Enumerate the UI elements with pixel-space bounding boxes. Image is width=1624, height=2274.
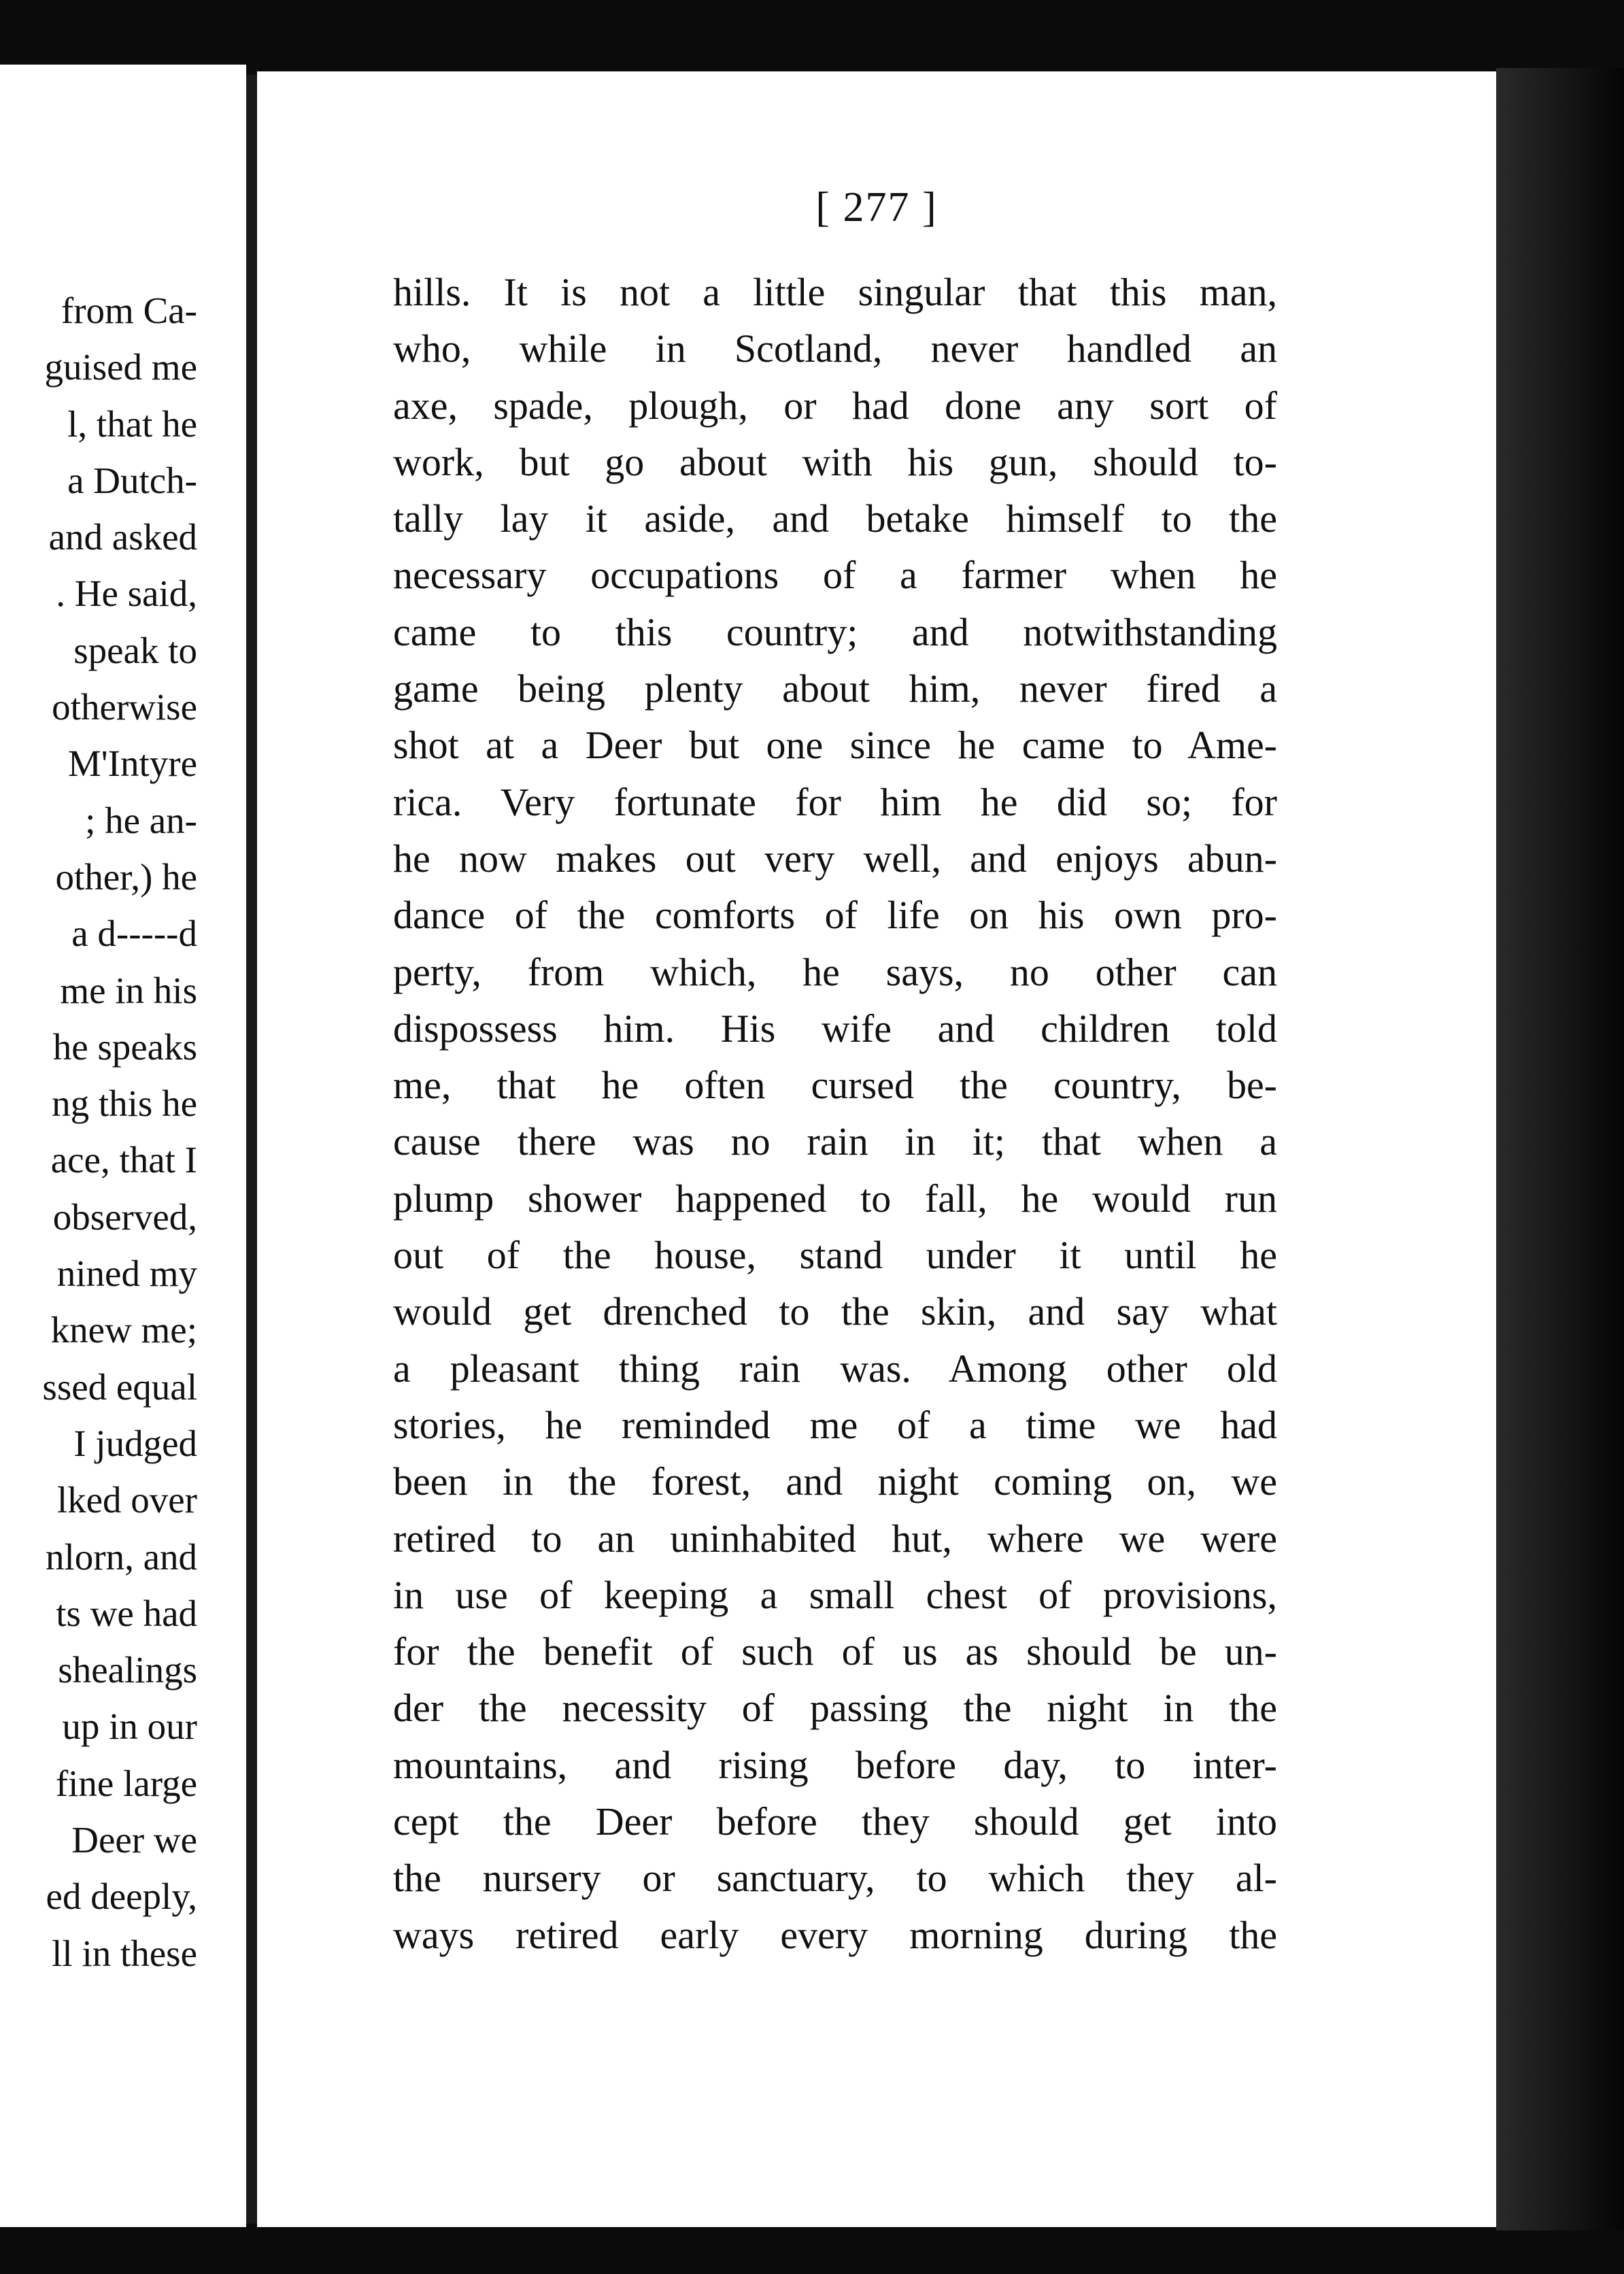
right-line: ways retired early every morning during the bbox=[393, 1912, 1277, 1957]
left-line: l, that he bbox=[67, 403, 197, 445]
right-line: plump shower happened to fall, he would run bbox=[393, 1176, 1277, 1221]
right-line: out of the house, stand under it until he bbox=[393, 1233, 1277, 1278]
left-line: Deer we bbox=[71, 1819, 197, 1861]
right-line: axe, spade, plough, or had done any sort of bbox=[393, 383, 1277, 428]
right-line: cept the Deer before they should get into bbox=[393, 1799, 1277, 1844]
left-line: me in his bbox=[60, 969, 197, 1011]
right-line: would get drenched to the skin, and say what bbox=[393, 1289, 1277, 1334]
left-page-text bbox=[42, 282, 197, 1982]
right-line: who, while in Scotland, never handled an bbox=[393, 326, 1277, 371]
right-line: for the benefit of such of us as should be un- bbox=[393, 1629, 1277, 1674]
right-line: perty, from which, he says, no other can bbox=[393, 949, 1277, 994]
right-line: in use of keeping a small chest of provisions, bbox=[393, 1572, 1277, 1617]
left-line: a d-----d bbox=[71, 913, 197, 955]
right-line: hills. It is not a little singular that this man, bbox=[393, 270, 1277, 314]
right-line: cause there was no rain in it; that when a bbox=[393, 1119, 1277, 1164]
left-line: other,) he bbox=[55, 855, 197, 898]
right-line: der the necessity of passing the night in the bbox=[393, 1686, 1277, 1731]
left-line: up in our bbox=[62, 1706, 197, 1748]
right-page bbox=[257, 71, 1496, 2227]
right-line: dance of the comforts of life on his own pro- bbox=[393, 893, 1277, 938]
right-line: me, that he often cursed the country, be- bbox=[393, 1063, 1277, 1108]
left-line: ll in these bbox=[52, 1932, 197, 1974]
left-line: ts we had bbox=[56, 1592, 197, 1634]
right-line: mountains, and rising before day, to inter- bbox=[393, 1742, 1277, 1787]
right-line: shot at a Deer but one since he came to Ame- bbox=[393, 723, 1277, 768]
page-edge-shadow bbox=[1496, 68, 1624, 2230]
left-line: observed, bbox=[52, 1195, 197, 1238]
right-page-text bbox=[393, 264, 1277, 1963]
left-line: ed deeply, bbox=[46, 1876, 197, 1918]
right-line: necessary occupations of a farmer when he bbox=[393, 553, 1277, 598]
left-line: ssed equal bbox=[42, 1365, 197, 1408]
left-line: guised me bbox=[44, 346, 197, 388]
right-line: been in the forest, and night coming on, we bbox=[393, 1459, 1277, 1504]
left-line: and asked bbox=[48, 516, 197, 558]
page-number: [ 277 ] bbox=[815, 184, 938, 231]
left-page bbox=[0, 65, 246, 2227]
right-line: game being plenty about him, never fired a bbox=[393, 666, 1277, 711]
right-line: rica. Very fortunate for him he did so; for bbox=[393, 779, 1277, 824]
book-gutter bbox=[246, 75, 257, 2224]
left-line: nined my bbox=[56, 1253, 197, 1295]
right-line: he now makes out very well, and enjoys abun- bbox=[393, 836, 1277, 881]
left-line: nlorn, and bbox=[45, 1535, 197, 1578]
left-line: . He said, bbox=[56, 573, 197, 615]
left-line: shealings bbox=[58, 1649, 197, 1691]
left-line: fine large bbox=[55, 1762, 197, 1804]
left-line: ; he an- bbox=[85, 799, 197, 841]
right-line: retired to an uninhabited hut, where we were bbox=[393, 1516, 1277, 1561]
right-line: the nursery or sanctuary, to which they al- bbox=[393, 1856, 1277, 1901]
right-line: dispossess him. His wife and children told bbox=[393, 1006, 1277, 1051]
left-line: otherwise bbox=[52, 686, 197, 728]
left-line: he speaks bbox=[52, 1025, 197, 1068]
left-line: lked over bbox=[56, 1479, 197, 1521]
left-line: ng this he bbox=[52, 1083, 197, 1125]
right-line: work, but go about with his gun, should to- bbox=[393, 439, 1277, 484]
left-line: ace, that I bbox=[50, 1139, 197, 1181]
right-line: tally lay it aside, and betake himself to the bbox=[393, 496, 1277, 541]
left-line: a Dutch- bbox=[67, 459, 197, 501]
left-line: knew me; bbox=[50, 1309, 197, 1351]
left-line: speak to bbox=[73, 629, 197, 671]
right-line: came to this country; and notwithstanding bbox=[393, 609, 1277, 654]
left-line: from Ca- bbox=[61, 290, 197, 331]
right-line: a pleasant thing rain was. Among other old bbox=[393, 1346, 1277, 1391]
left-line: M'Intyre bbox=[67, 743, 197, 785]
left-line: I judged bbox=[73, 1422, 197, 1464]
right-line: stories, he reminded me of a time we had bbox=[393, 1402, 1277, 1447]
